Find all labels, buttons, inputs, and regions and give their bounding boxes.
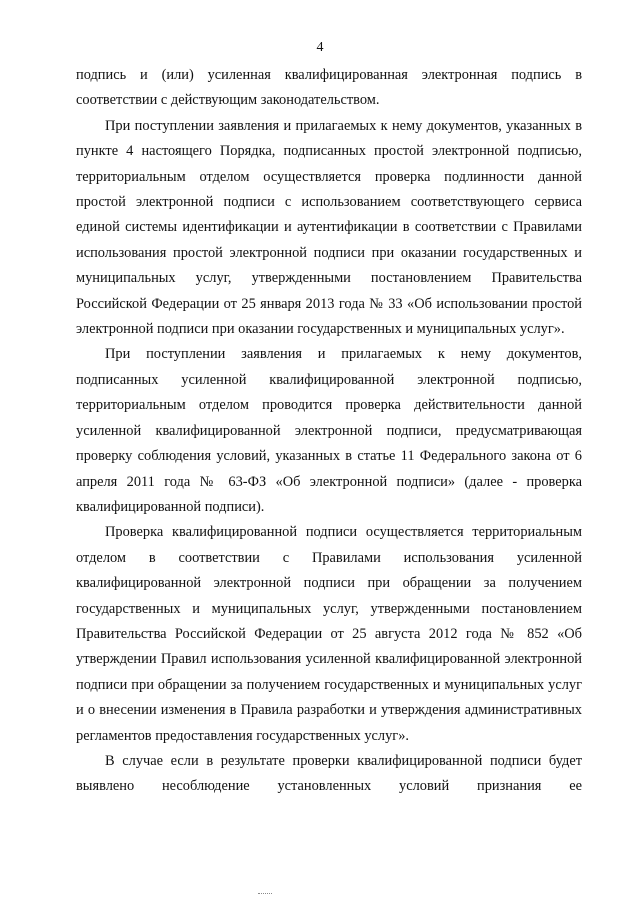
document-body bbox=[76, 63, 582, 800]
paragraph-qualified-signature-rules: Проверка квалифицированной подписи осуществляется территориальным отделом в соответствии с Правилами использования усиленной квалифицированной электронной подписи при обращении за получением государственных и муниципальных услуг, утвержденными постановлением Правительства Российской Федерации от 25 августа 2012 года № 852 «Об утверждении Правил использования усиленной квалифицированной электронной подписи при обращении за получением государственных и муниципальных услуг и о внесении изменения в Правила разработки и утверждения административных регламентов предоставления государственных услуг». bbox=[76, 524, 582, 744]
page-number: 4 bbox=[316, 40, 324, 55]
scan-artifact bbox=[258, 893, 272, 895]
paragraph-simple-signature-check: При поступлении заявления и прилагаемых к нему документов, указанных в пункте 4 настоящего Порядка, подписанных простой электронной подписью, территориальным отделом осуществляется проверка подлинности данной простой электронной подписи с использованием соответствующего сервиса единой системы идентификации и аутентификации в соответствии с Правилами использования простой электронной подписи при оказании государственных и муниципальных услуг, утвержденными постановлением Правительства Российской Федерации от 25 января 2013 года № 33 «Об использовании простой электронной подписи при оказании государственных и муниципальных услуг». bbox=[76, 117, 582, 338]
paragraph-qualified-signature-check: При поступлении заявления и прилагаемых к нему документов, подписанных усиленной квалифицированной электронной подписью, территориальным отделом проводится проверка действительности данной усиленной квалифицированной электронной подписи, предусматривающая проверку соблюдения условий, указанных в статье 11 Федерального закона от 6 апреля 2011 года № 63-ФЗ «Об электронной подписи» (далее - проверка квалифицированной подписи). bbox=[76, 346, 582, 515]
paragraph-verification-failure: В случае если в результате проверки квалифицированной подписи будет выявлено несоблюдение установленных условий признания ее bbox=[76, 752, 582, 795]
paragraph-continuation: подпись и (или) усиленная квалифицированная электронная подпись в соответствии с действующим законодательством. bbox=[76, 67, 582, 109]
